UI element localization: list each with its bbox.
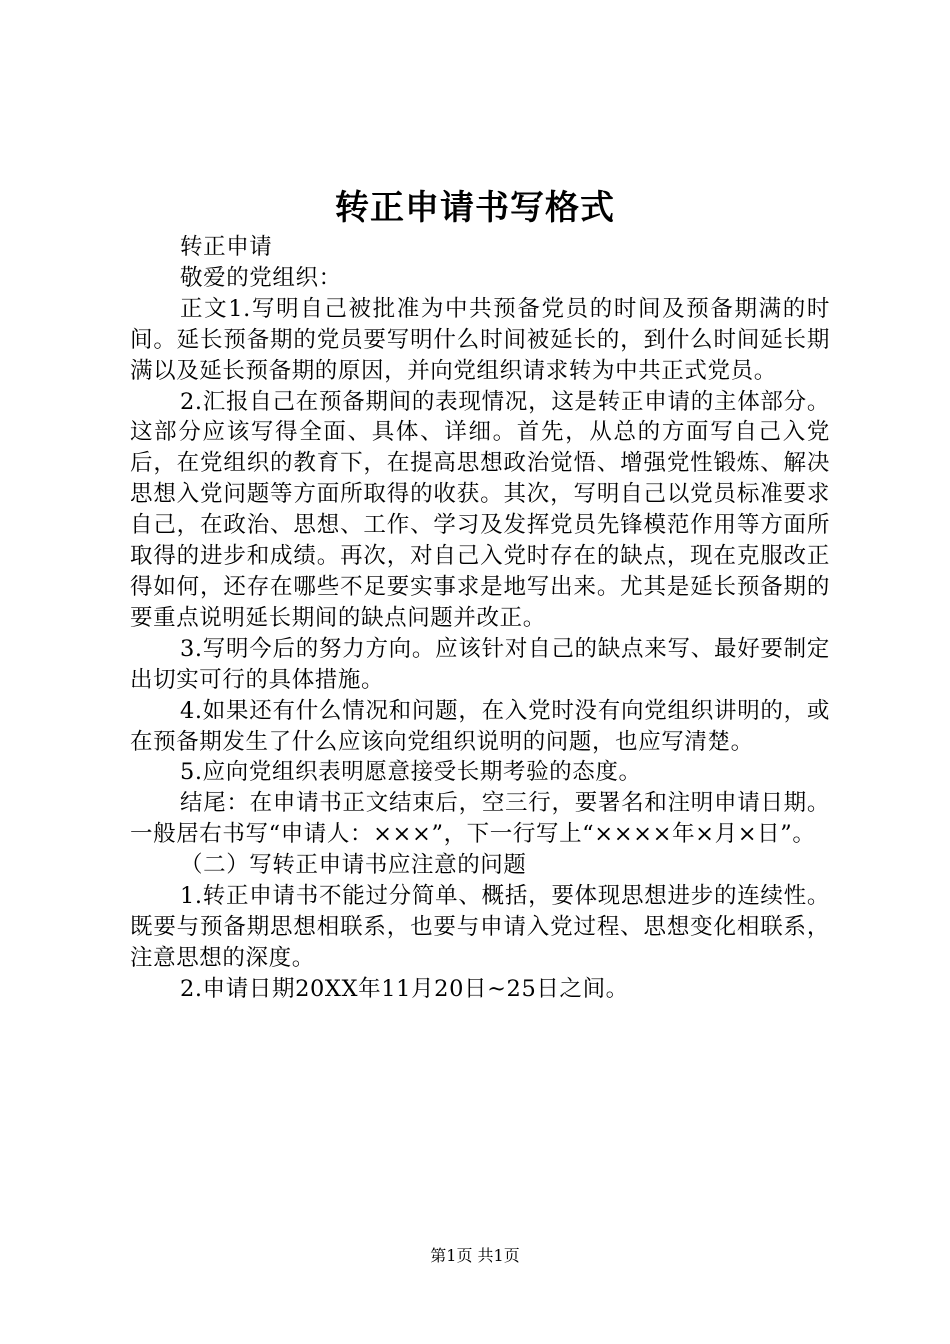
paragraph-note-2: 2.申请日期20XX年11月20日~25日之间。 bbox=[180, 975, 629, 1002]
paragraph-body-4: 4.如果还有什么情况和问题，在入党时没有向党组织讲明的，或在预备期发生了什么应该向党组织说明的问题，也应写清楚。 bbox=[130, 697, 830, 755]
paragraph-body-1: 正文1.写明自己被批准为中共预备党员的时间及预备期满的时间。延长预备期的党员要写明什么时间被延长的，到什么时间延长期满以及延长预备期的原因，并向党组织请求转为中共正式党员。 bbox=[130, 295, 830, 384]
paragraph-note-1: 1.转正申请书不能过分简单、概括，要体现思想进步的连续性。既要与预备期思想相联系，也要与申请入党过程、思想变化相联系，注意思想的深度。 bbox=[130, 883, 830, 971]
paragraph-body-3: 3.写明今后的努力方向。应该针对自己的缺点来写、最好要制定出切实可行的具体措施。 bbox=[130, 635, 830, 693]
paragraph-body-2: 2.汇报自己在预备期间的表现情况，这是转正申请的主体部分。这部分应该写得全面、具体、详细。首先，从总的方面写自己入党后，在党组织的教育下，在提高思想政治觉悟、增强党性锻炼、解决思想入党问题等方面所取得的收获。其次，写明自己以党员标准要求自己，在政治、思想、工作、学习及发挥党员先锋模范作用等方面所取得的进步和成绩。再次，对自己入党时存在的缺点，现在克服改正得如何，还存在哪些不足要实事求是地写出来。尤其是延长预备期的要重点说明延长期间的缺点问题并改正。 bbox=[130, 388, 830, 631]
paragraph-heading: 转正申请 bbox=[180, 234, 273, 260]
paragraph-body-5: 5.应向党组织表明愿意接受长期考验的态度。 bbox=[180, 759, 642, 786]
document-title: 转正申请书写格式 bbox=[335, 188, 615, 228]
page-number-footer: 第1页 共1页 bbox=[430, 1246, 520, 1265]
document-body bbox=[130, 232, 830, 1005]
paragraph-section-heading: （二）写转正申请书应注意的问题 bbox=[180, 852, 527, 879]
paragraph-closing: 结尾：在申请书正文结束后，空三行，要署名和注明申请日期。一般居右书写“申请人：×××”，下一行写上“××××年×月×日”。 bbox=[130, 790, 830, 848]
paragraph-salutation: 敬爱的党组织： bbox=[180, 264, 342, 291]
